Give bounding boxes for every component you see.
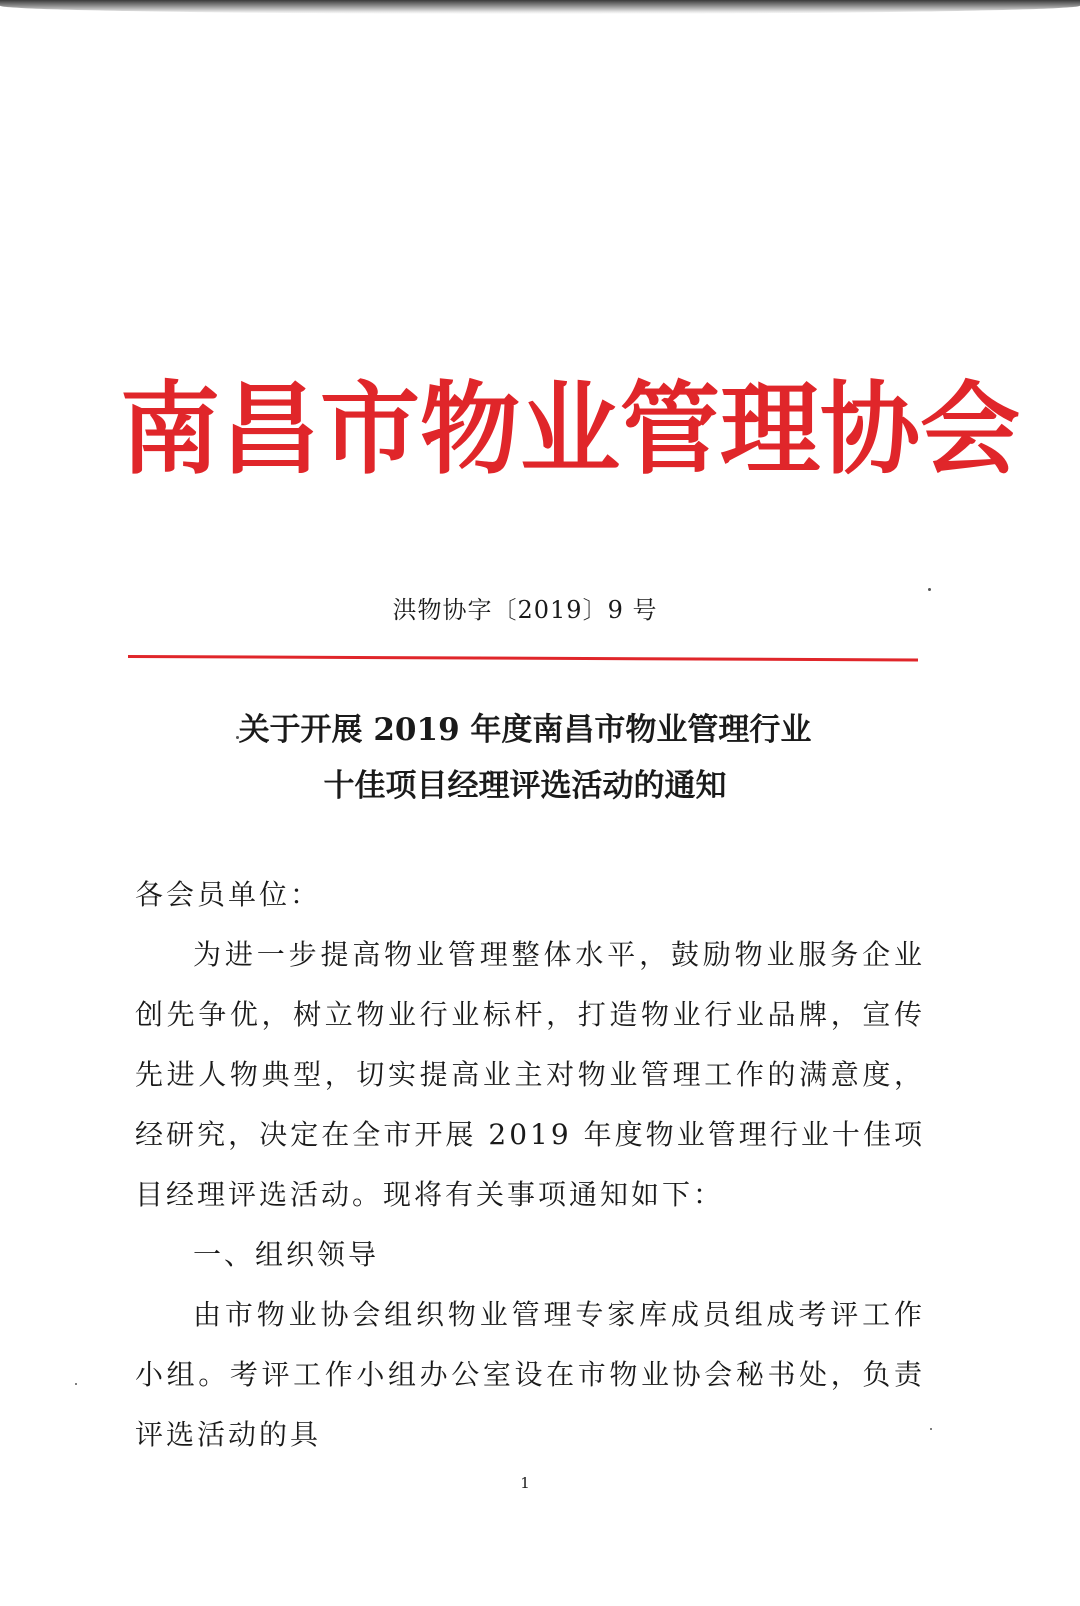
red-divider-line	[128, 655, 918, 661]
scan-top-edge	[0, 0, 1080, 14]
letterhead-character: 市	[320, 371, 420, 488]
letterhead-character: 昌	[220, 371, 320, 488]
letterhead-character: 业	[520, 371, 620, 488]
letterhead-character: 南	[120, 371, 220, 488]
page-number: 1	[520, 1474, 530, 1492]
notice-title	[0, 702, 1050, 814]
scan-speck	[75, 1383, 77, 1385]
organization-letterhead	[120, 360, 1020, 500]
notice-title-line-1: 关于开展 2019 年度南昌市物业管理行业	[238, 712, 812, 748]
document-number: 洪物协字〔2019〕9 号	[392, 596, 658, 624]
notice-title-line-2: 十佳项目经理评选活动的通知	[323, 768, 727, 804]
notice-body	[135, 865, 925, 1465]
letterhead-character: 管	[620, 371, 720, 488]
letterhead-character: 物	[420, 371, 520, 488]
body-paragraph-2: 由市物业协会组织物业管理专家库成员组成考评工作小组。考评工作小组办公室设在市物业协会秘书处，负责评选活动的具	[135, 1298, 925, 1451]
scan-speck	[928, 588, 931, 591]
section-heading-organization: 一、组织领导	[193, 1238, 380, 1271]
body-paragraph-1: 为进一步提高物业管理整体水平，鼓励物业服务企业创先争优，树立物业行业标杆，打造物业行业品牌，宣传先进人物典型，切实提高业主对物业管理工作的满意度，经研究，决定在全市开展 2019 年度物业管理行业十佳项目经理评选活动。现将有关事项通知如下：	[135, 938, 925, 1211]
letterhead-character: 理	[720, 371, 820, 488]
letterhead-character: 会	[920, 371, 1020, 488]
letterhead-character: 协	[820, 371, 920, 488]
scan-speck	[236, 736, 239, 739]
salutation: 各会员单位：	[135, 878, 322, 911]
scan-speck	[930, 1428, 932, 1430]
